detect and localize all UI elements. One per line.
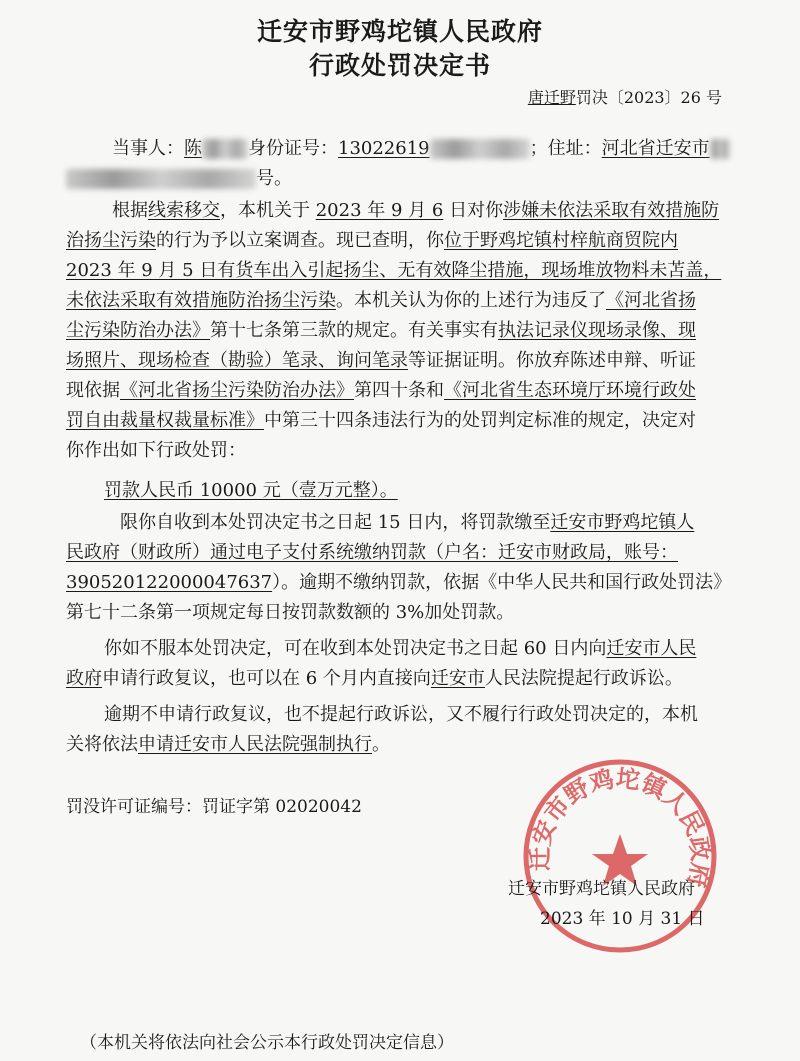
text-run: 民政府（财政所）通过电子支付系统缴纳罚款（户名：迁安市财政局，账号： [66, 542, 678, 563]
address-text: 河北省迁安市 [601, 138, 710, 159]
body-line [66, 226, 678, 256]
body-line [66, 346, 696, 376]
body-line [66, 568, 731, 598]
text-run: 。 [372, 734, 390, 755]
text-run: 第七十二条第一项规定每日按罚款数额的 3%加处罚款。 [66, 602, 515, 623]
body-line [104, 634, 696, 664]
body-line [112, 196, 719, 226]
text-run: 现依据 [66, 380, 120, 401]
text-run: 2023 年 9 月 5 日有货车出入引起扬尘、无有效降尘措施，现场堆放物料未苫盖， [66, 260, 722, 281]
text-run: 逾期不申请行政复议，也不提起行政诉讼，又不履行行政处罚决定的，本机 [104, 704, 698, 725]
text-run: 你如不服本处罚决定，可在收到本处罚决定书之日起 60 日内向 [104, 638, 607, 659]
party-address-line [66, 164, 292, 194]
text-run: 场照片、现场检查（勘验）笔录、询问笔录 [66, 350, 408, 371]
body-line [66, 730, 390, 760]
text-run: 迁安市 [430, 668, 485, 689]
text-run: 等证据证明。你放弃陈述申辩、听证 [408, 350, 696, 371]
id-label: 身份证号： [248, 138, 338, 159]
body-line [66, 316, 696, 346]
text-run: 未依法采取有效措施防治扬尘污染 [66, 290, 336, 311]
text-run: 迁安市人民 [606, 638, 697, 659]
body-line [66, 286, 696, 316]
text-run: 治扬尘污染 [66, 230, 156, 251]
text-run: 政府 [66, 668, 102, 689]
party-label: 当事人： [112, 138, 184, 159]
document-number-rest: 罚决〔2023〕26 号 [575, 88, 722, 107]
text-run: 第十七条第三款的规定。有关事实有 [210, 320, 498, 341]
body-line [66, 436, 246, 466]
text-run: 。本机关认为你的上述行为违反了 [336, 290, 606, 311]
text-run: 迁安市野鸡坨镇人 [550, 512, 695, 533]
text-run: 2023 年 9 月 6 [315, 200, 444, 221]
body-line [66, 664, 683, 694]
body-line [66, 538, 678, 568]
text-run: 罚自由裁量权裁量标准》 [66, 410, 264, 431]
redacted-address [66, 169, 256, 189]
signing-date: 2023 年 10 月 31 日 [540, 909, 705, 929]
permit-number: 罚没许可证编号：罚证字第 02020042 [66, 797, 362, 817]
document-title: 行政处罚决定书 [308, 51, 491, 80]
redacted-address-start [710, 139, 730, 159]
text-run: 《河北省生态环境厅环境行政处 [444, 380, 696, 401]
body-line [66, 598, 514, 628]
text-run: 涉嫌未依法采取有效措施防 [503, 200, 720, 221]
text-run: 的行为予以立案调查。现已查明，你 [156, 230, 444, 251]
document-number [528, 85, 722, 108]
body-line [120, 508, 694, 538]
svg-text:迁安市野鸡坨镇人民政府: 迁安市野鸡坨镇人民政府 [525, 764, 715, 890]
text-run: 《河北省扬尘污染防治办法》 [120, 380, 354, 401]
text-run: 位于野鸡坨镇村梓航商贸院内 [444, 230, 678, 251]
text-run: 执法记录仪现场录像、现 [498, 320, 696, 341]
text-run: 限你自收到本处罚决定书之日起 15 日内，将罚款缴至 [120, 512, 551, 533]
redacted-id [430, 139, 530, 159]
text-run: 申请行政复议，也可以在 6 个月内直接向 [102, 668, 431, 689]
text-run: 你作出如下行政处罚： [66, 440, 246, 461]
id-number: 13022619 [338, 138, 430, 159]
text-run: 《河北省扬 [606, 290, 696, 311]
document-number-prefix: 唐迁野 [527, 88, 576, 107]
text-run: 根据 [112, 200, 148, 221]
text-run: 第四十条和 [354, 380, 444, 401]
text-run: ，本机关于 [220, 200, 316, 221]
body-line [104, 700, 698, 730]
text-run: 中第三十四条违法行为的处罚判定标准的规定，决定对 [264, 410, 696, 431]
text-run: 罚款人民币 10000 元（壹万元整）。 [104, 480, 398, 501]
body-line [66, 256, 721, 286]
text-run: ）。逾期不缴纳罚款，依据《中华人民共和国行政处罚法》 [272, 572, 732, 593]
text-run: 关将依法 [66, 734, 138, 755]
account-number: 39052012200004763​7 [66, 572, 273, 593]
text-run: 日对你 [443, 200, 504, 221]
text-run: 人民法院提起行政诉讼。 [484, 668, 683, 689]
publication-notice: （本机关将依法向社会公示本行政处罚决定信息） [80, 1033, 454, 1053]
address-end: 号。 [256, 168, 292, 189]
address-label: ；住址： [529, 138, 602, 159]
body-line [66, 376, 696, 406]
body-line [66, 406, 696, 436]
issuing-authority-title: 迁安市野鸡坨镇人民政府 [256, 17, 543, 46]
party-name: 陈 [184, 138, 202, 159]
party-line [112, 134, 730, 164]
signing-authority: 迁安市野鸡坨镇人民政府 [508, 879, 695, 899]
text-run: 尘污染防治办法》 [66, 320, 210, 341]
penalty-amount [104, 476, 398, 506]
text-run: 线索移交 [148, 200, 220, 221]
text-run: 申请迁安市人民法院强制执行 [138, 734, 372, 755]
redacted-name [202, 139, 248, 159]
